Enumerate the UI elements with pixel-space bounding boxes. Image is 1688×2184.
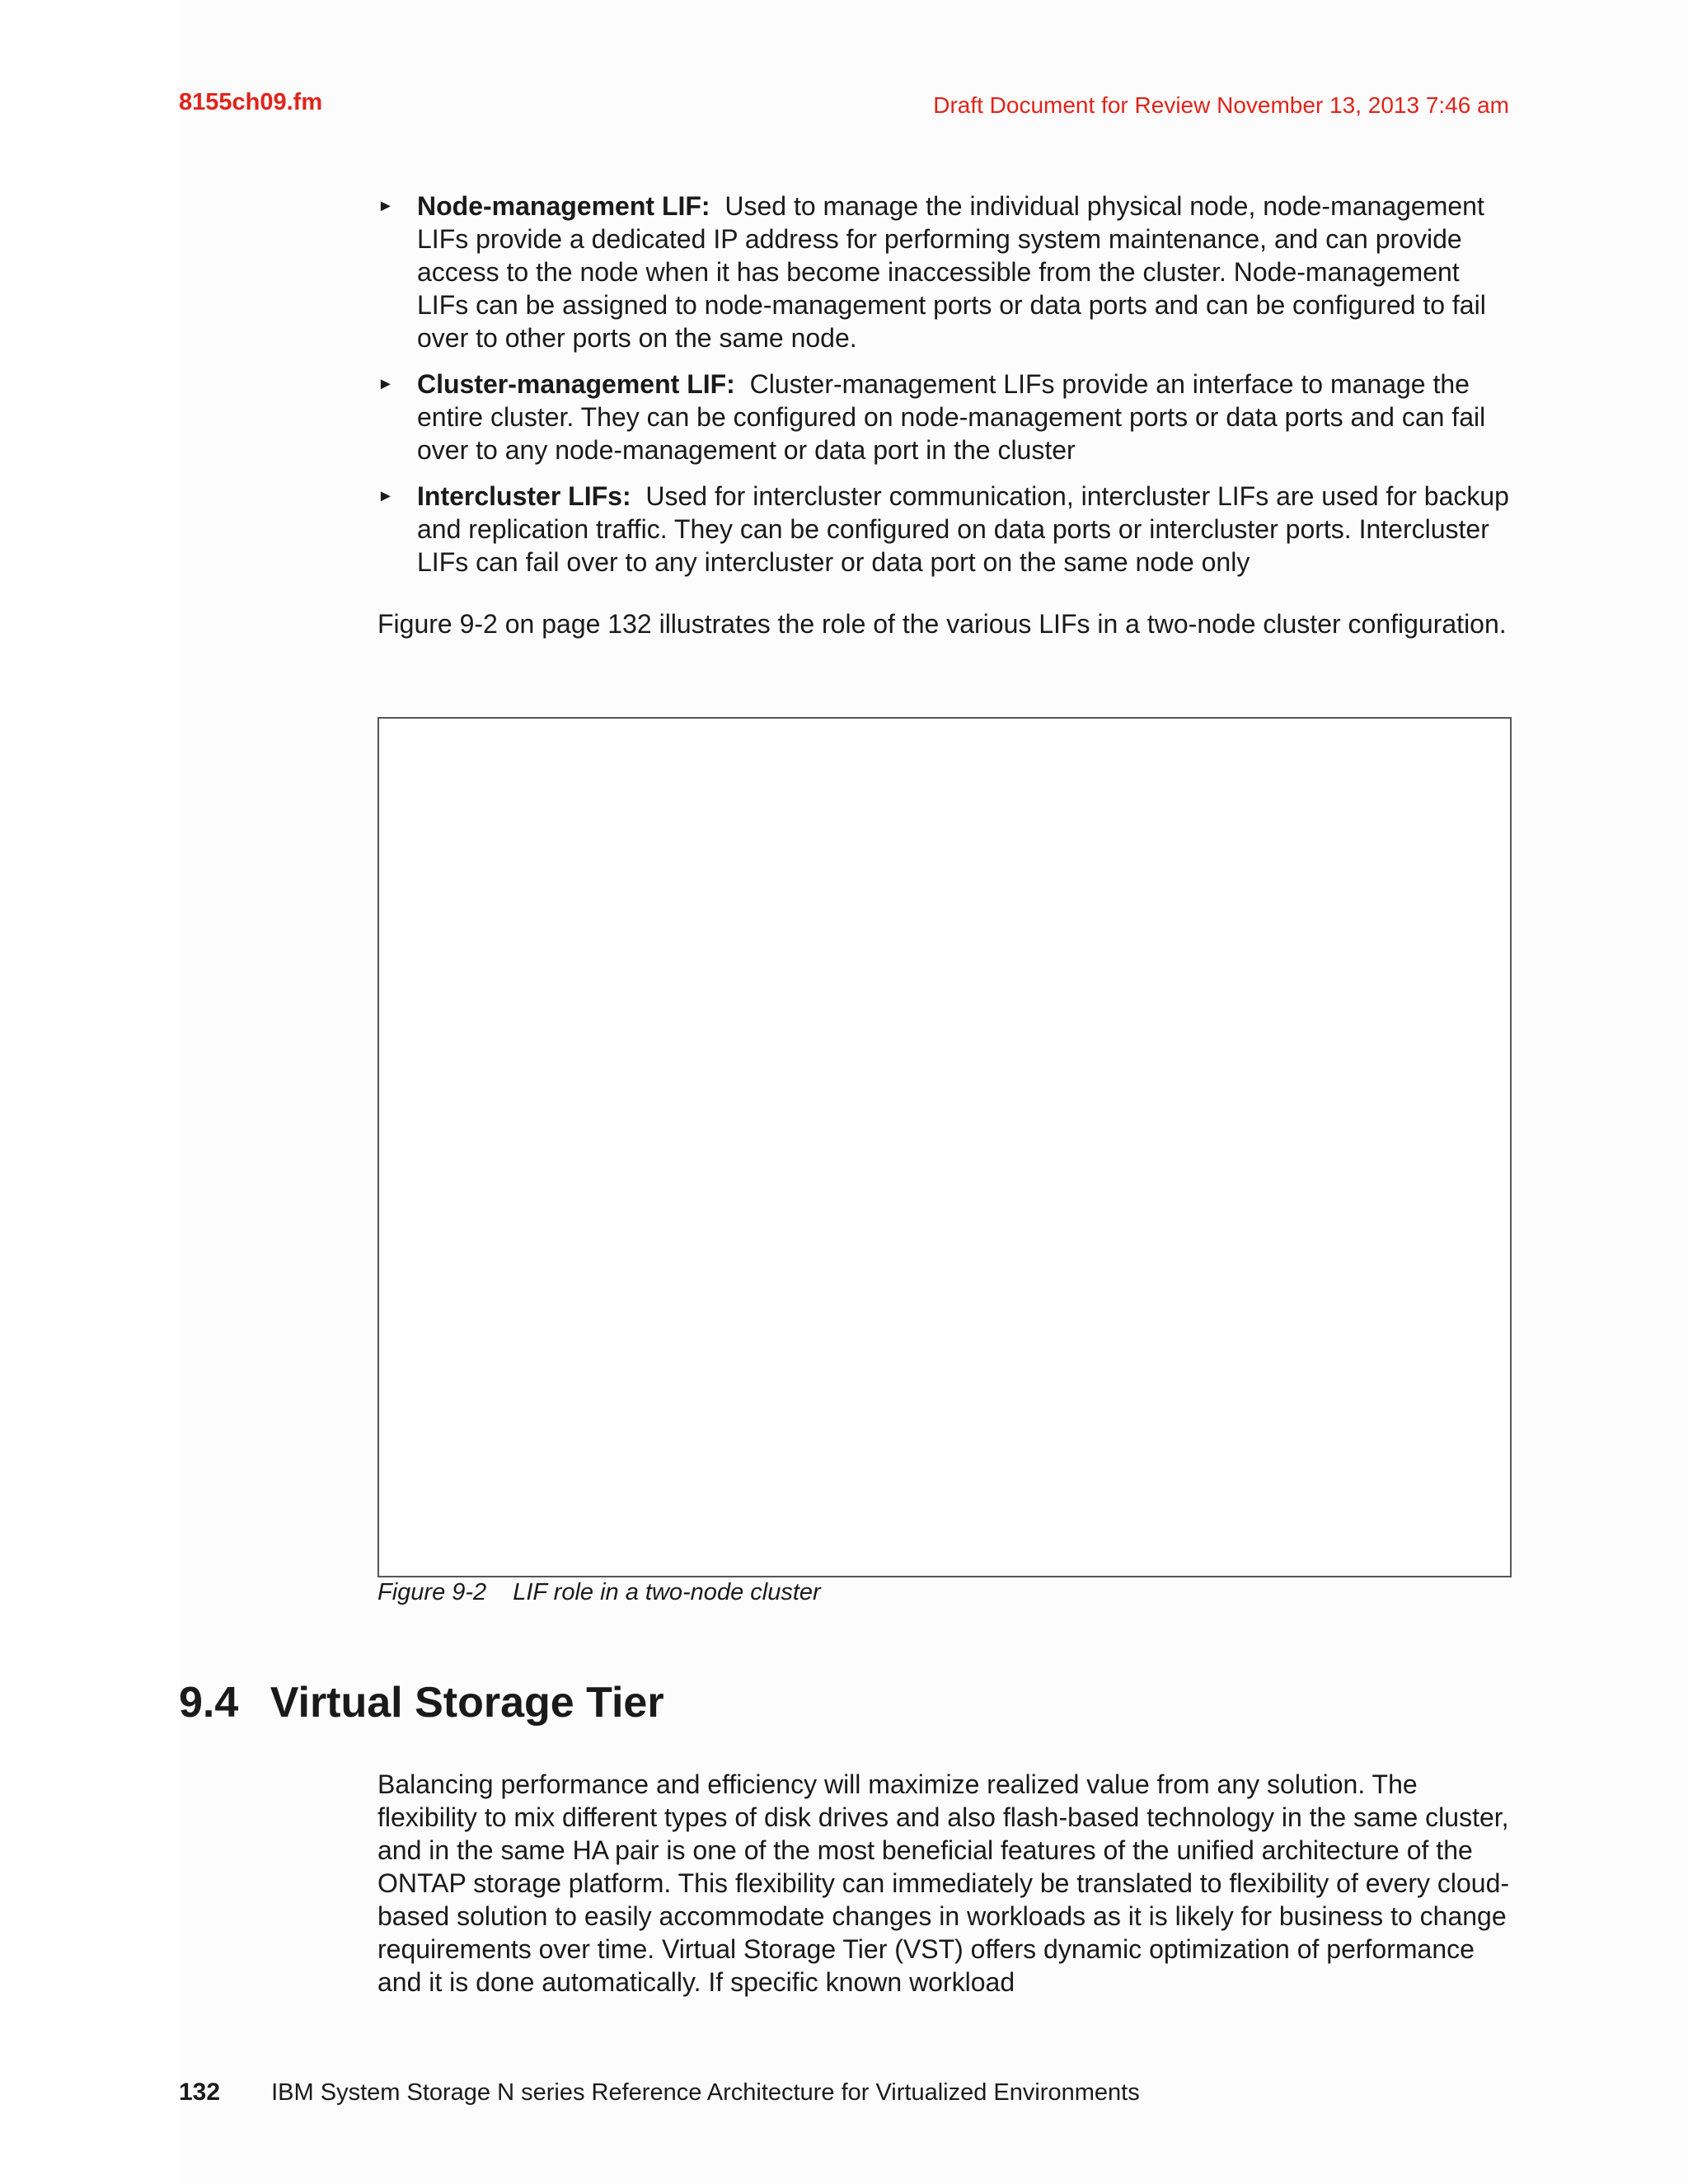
bullet-text: Used for intercluster communication, intercluster LIFs are used for backup and replication traffic. They can be configured on data ports or intercluster ports. Intercluster LIFs can fail over to any intercluster or data port on the same node only — [417, 481, 1509, 577]
figure-placeholder — [377, 717, 1512, 1577]
bullet-node-management-lif — [377, 190, 1515, 354]
footer-book-title: IBM System Storage N series Reference Architecture for Virtualized Environments — [271, 2079, 1140, 2106]
bullet-text: Used to manage the individual physical node, node-management LIFs provide a dedicated IP address for performing system maintenance, and can provide access to the node when it has become inaccessible from the cluster. Node-management LIFs can be assigned to node-management ports or data ports and can be configured to fail over to other ports on the same node. — [417, 191, 1486, 353]
figure-caption — [377, 1579, 821, 1606]
triangle-bullet-icon: ► — [377, 197, 394, 215]
section-title: Virtual Storage Tier — [270, 1679, 664, 1727]
footer-page-number: 132 — [179, 2079, 221, 2106]
bullet-term: Cluster-management LIF: — [417, 369, 735, 399]
bullet-term: Node-management LIF: — [417, 191, 710, 221]
header-filename: 8155ch09.fm — [179, 89, 323, 115]
header-draft-notice: Draft Document for Review November 13, 2013 7:46 am — [933, 92, 1509, 118]
triangle-bullet-icon: ► — [377, 375, 394, 393]
lif-bullet-list — [377, 190, 1515, 592]
figure-label: Figure 9-2 — [377, 1579, 487, 1605]
vst-paragraph: Balancing performance and efficiency will maximize realized value from any solution. The flexibility to mix different types of disk drives and also flash-based technology in the same cluster, and in the same HA pair is one of the most beneficial features of the unified architecture of the ONTAP storage platform. This flexibility can immediately be translated to flexibility of every cloud-based solution to easily accommodate changes in workloads as it is likely for business to change requirements over time. Virtual Storage Tier (VST) offers dynamic optimization of performance and it is done automatically. If specific known workload — [377, 1769, 1510, 1997]
bullet-text: Cluster-management LIFs provide an interface to manage the entire cluster. They can be configured on node-management ports or data ports and can fail over to any node-management or data port in the cluster — [417, 369, 1486, 465]
figure-caption-text: LIF role in a two-node cluster — [513, 1579, 821, 1605]
page-footer — [179, 2079, 1140, 2107]
bullet-term: Intercluster LIFs: — [417, 481, 631, 511]
bullet-cluster-management-lif — [377, 368, 1515, 466]
section-number: 9.4 — [179, 1679, 239, 1727]
section-heading — [179, 1678, 664, 1727]
bullet-intercluster-lifs — [377, 480, 1515, 579]
triangle-bullet-icon: ► — [377, 487, 394, 505]
intro-paragraph: Figure 9-2 on page 132 illustrates the role of the various LIFs in a two-node cluster configuration. — [377, 609, 1507, 639]
